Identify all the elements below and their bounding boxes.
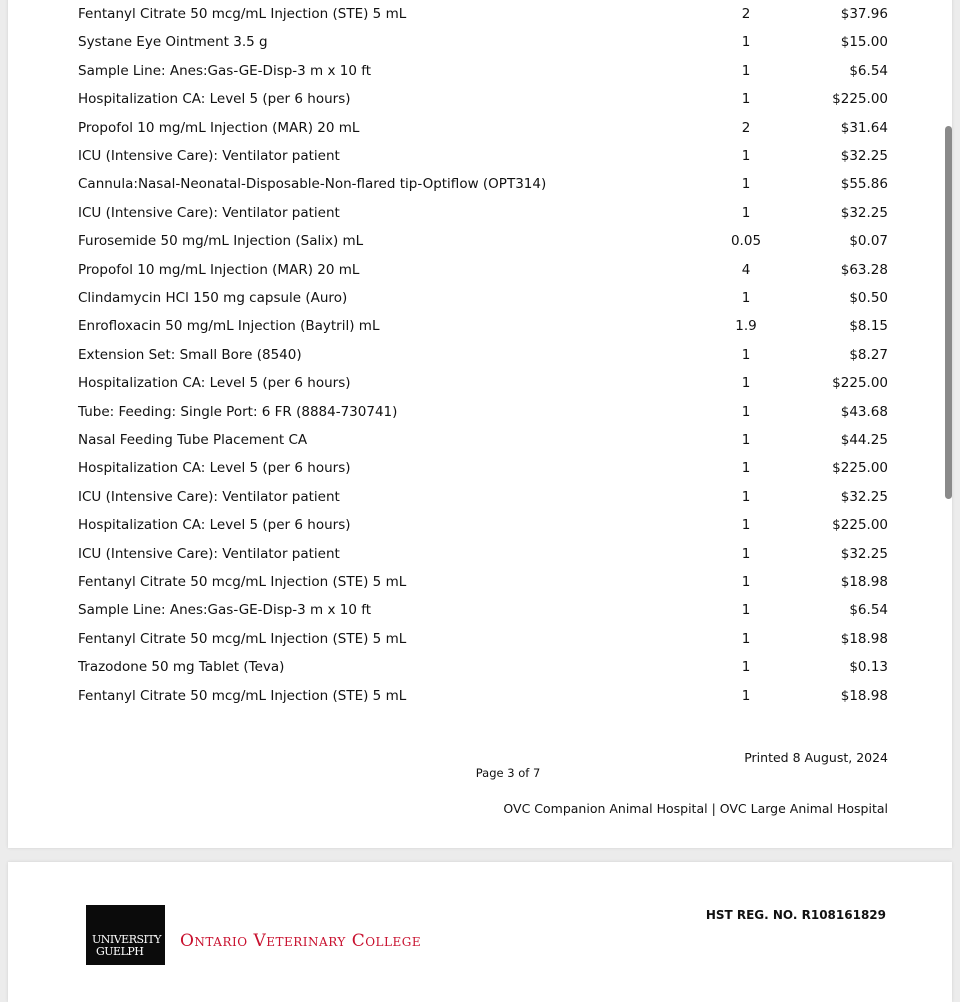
item-amount: $8.27: [849, 346, 888, 363]
item-quantity: 1: [741, 148, 751, 164]
table-row: [78, 116, 888, 140]
item-description: Clindamycin HCl 150 mg capsule (Auro): [78, 290, 348, 306]
table-row: [78, 542, 888, 566]
page-number: Page 3 of 7: [475, 766, 541, 780]
table-row: [78, 286, 888, 310]
item-quantity: 1: [741, 460, 751, 477]
printed-date: Printed 8 August, 2024: [744, 750, 888, 765]
item-description: ICU (Intensive Care): Ventilator patient: [78, 545, 340, 562]
item-amount: $32.25: [840, 488, 888, 505]
item-description: Sample Line: Anes:Gas-GE-Disp-3 m x 10 ft: [78, 602, 372, 619]
item-amount: $225.00: [832, 460, 888, 477]
item-amount: $225.00: [832, 517, 888, 534]
item-description: Furosemide 50 mg/mL Injection (Salix) mL: [78, 233, 364, 250]
table-row: [78, 570, 888, 594]
invoice-page-3: [8, 0, 952, 848]
item-description: Hospitalization CA: Level 5 (per 6 hours): [78, 460, 351, 477]
table-row: [78, 371, 888, 395]
item-description: Trazodone 50 mg Tablet (Teva): [78, 659, 285, 676]
university-logo: [86, 905, 165, 965]
item-amount: $44.25: [840, 432, 888, 448]
item-quantity: 1: [741, 290, 751, 306]
item-quantity: 1: [741, 659, 751, 676]
table-row: [78, 485, 888, 509]
item-amount: $225.00: [832, 375, 888, 392]
item-amount: $31.64: [840, 119, 888, 136]
item-amount: $0.50: [849, 290, 888, 306]
table-row: [78, 2, 888, 26]
table-row: [78, 513, 888, 537]
item-quantity: 2: [741, 119, 751, 136]
item-amount: $63.28: [840, 261, 888, 278]
item-amount: $0.13: [849, 659, 888, 676]
item-quantity: 1: [741, 432, 751, 448]
item-description: Hospitalization CA: Level 5 (per 6 hours): [78, 375, 351, 392]
item-quantity: 1: [741, 91, 751, 108]
item-amount: $8.15: [849, 318, 888, 335]
item-quantity: 1: [741, 204, 751, 221]
table-row: [78, 627, 888, 651]
item-amount: $32.25: [840, 545, 888, 562]
table-row: [78, 400, 888, 424]
item-description: Tube: Feeding: Single Port: 6 FR (8884-730741): [78, 403, 398, 420]
item-quantity: 1: [741, 375, 751, 392]
item-description: Fentanyl Citrate 50 mcg/mL Injection (STE) 5 mL: [78, 6, 407, 22]
item-quantity: 1: [741, 574, 751, 590]
logo-university-text: UNIVERSITY: [92, 933, 161, 946]
item-description: Enrofloxacin 50 mg/mL Injection (Baytril) mL: [78, 318, 380, 335]
item-description: ICU (Intensive Care): Ventilator patient: [78, 204, 340, 221]
item-description: Fentanyl Citrate 50 mcg/mL Injection (STE) 5 mL: [78, 630, 407, 647]
item-amount: $18.98: [840, 574, 888, 590]
item-description: Extension Set: Small Bore (8540): [78, 346, 302, 363]
item-amount: $32.25: [840, 148, 888, 164]
table-row: [78, 684, 888, 708]
item-quantity: 1: [741, 687, 751, 704]
scrollbar-thumb[interactable]: [945, 126, 952, 499]
invoice-page-4: [8, 862, 952, 1002]
item-quantity: 1: [741, 176, 751, 193]
table-row: [78, 314, 888, 338]
item-description: Fentanyl Citrate 50 mcg/mL Injection (STE) 5 mL: [78, 687, 407, 704]
college-name: Ontario Veterinary College: [180, 931, 422, 951]
item-quantity: 1: [741, 346, 751, 363]
item-description: Hospitalization CA: Level 5 (per 6 hours): [78, 517, 351, 534]
table-row: [78, 343, 888, 367]
item-description: ICU (Intensive Care): Ventilator patient: [78, 148, 340, 164]
table-row: [78, 172, 888, 196]
table-row: [78, 87, 888, 111]
item-quantity: 4: [741, 261, 751, 278]
item-amount: $6.54: [849, 62, 888, 79]
item-quantity: 1: [741, 403, 751, 420]
item-description: Fentanyl Citrate 50 mcg/mL Injection (STE) 5 mL: [78, 574, 407, 590]
item-description: Nasal Feeding Tube Placement CA: [78, 432, 308, 448]
item-description: Propofol 10 mg/mL Injection (MAR) 20 mL: [78, 261, 360, 278]
item-amount: $43.68: [840, 403, 888, 420]
item-amount: $0.07: [849, 233, 888, 250]
item-quantity: 1: [741, 630, 751, 647]
item-quantity: 2: [741, 6, 751, 22]
item-quantity: 1: [741, 602, 751, 619]
table-row: [78, 144, 888, 168]
item-quantity: 1: [741, 488, 751, 505]
table-row: [78, 456, 888, 480]
item-quantity: 1: [741, 34, 751, 51]
item-quantity: 1: [741, 62, 751, 79]
item-description: Cannula:Nasal-Neonatal-Disposable-Non-flared tip-Optiflow (OPT314): [78, 176, 547, 193]
item-amount: $37.96: [840, 6, 888, 22]
item-description: Hospitalization CA: Level 5 (per 6 hours): [78, 91, 351, 108]
logo-guelph-text: GUELPH: [96, 945, 144, 958]
table-row: [78, 229, 888, 253]
table-row: [78, 598, 888, 622]
hst-registration: HST REG. NO. R108161829: [705, 908, 886, 922]
item-amount: $6.54: [849, 602, 888, 619]
item-description: Systane Eye Ointment 3.5 g: [78, 34, 268, 51]
item-quantity: 1.9: [735, 318, 757, 335]
item-amount: $18.98: [840, 687, 888, 704]
item-amount: $225.00: [832, 91, 888, 108]
table-row: [78, 30, 888, 54]
item-amount: $32.25: [840, 204, 888, 221]
table-row: [78, 59, 888, 83]
item-description: Sample Line: Anes:Gas-GE-Disp-3 m x 10 ft: [78, 62, 372, 79]
item-description: Propofol 10 mg/mL Injection (MAR) 20 mL: [78, 119, 360, 136]
table-row: [78, 258, 888, 282]
item-description: ICU (Intensive Care): Ventilator patient: [78, 488, 340, 505]
item-amount: $18.98: [840, 630, 888, 647]
item-quantity: 0.05: [730, 233, 762, 250]
hospital-names: OVC Companion Animal Hospital | OVC Large Animal Hospital: [503, 801, 888, 816]
item-quantity: 1: [741, 517, 751, 534]
item-amount: $15.00: [840, 34, 888, 51]
table-row: [78, 201, 888, 225]
item-quantity: 1: [741, 545, 751, 562]
table-row: [78, 655, 888, 679]
table-row: [78, 428, 888, 452]
item-amount: $55.86: [840, 176, 888, 193]
